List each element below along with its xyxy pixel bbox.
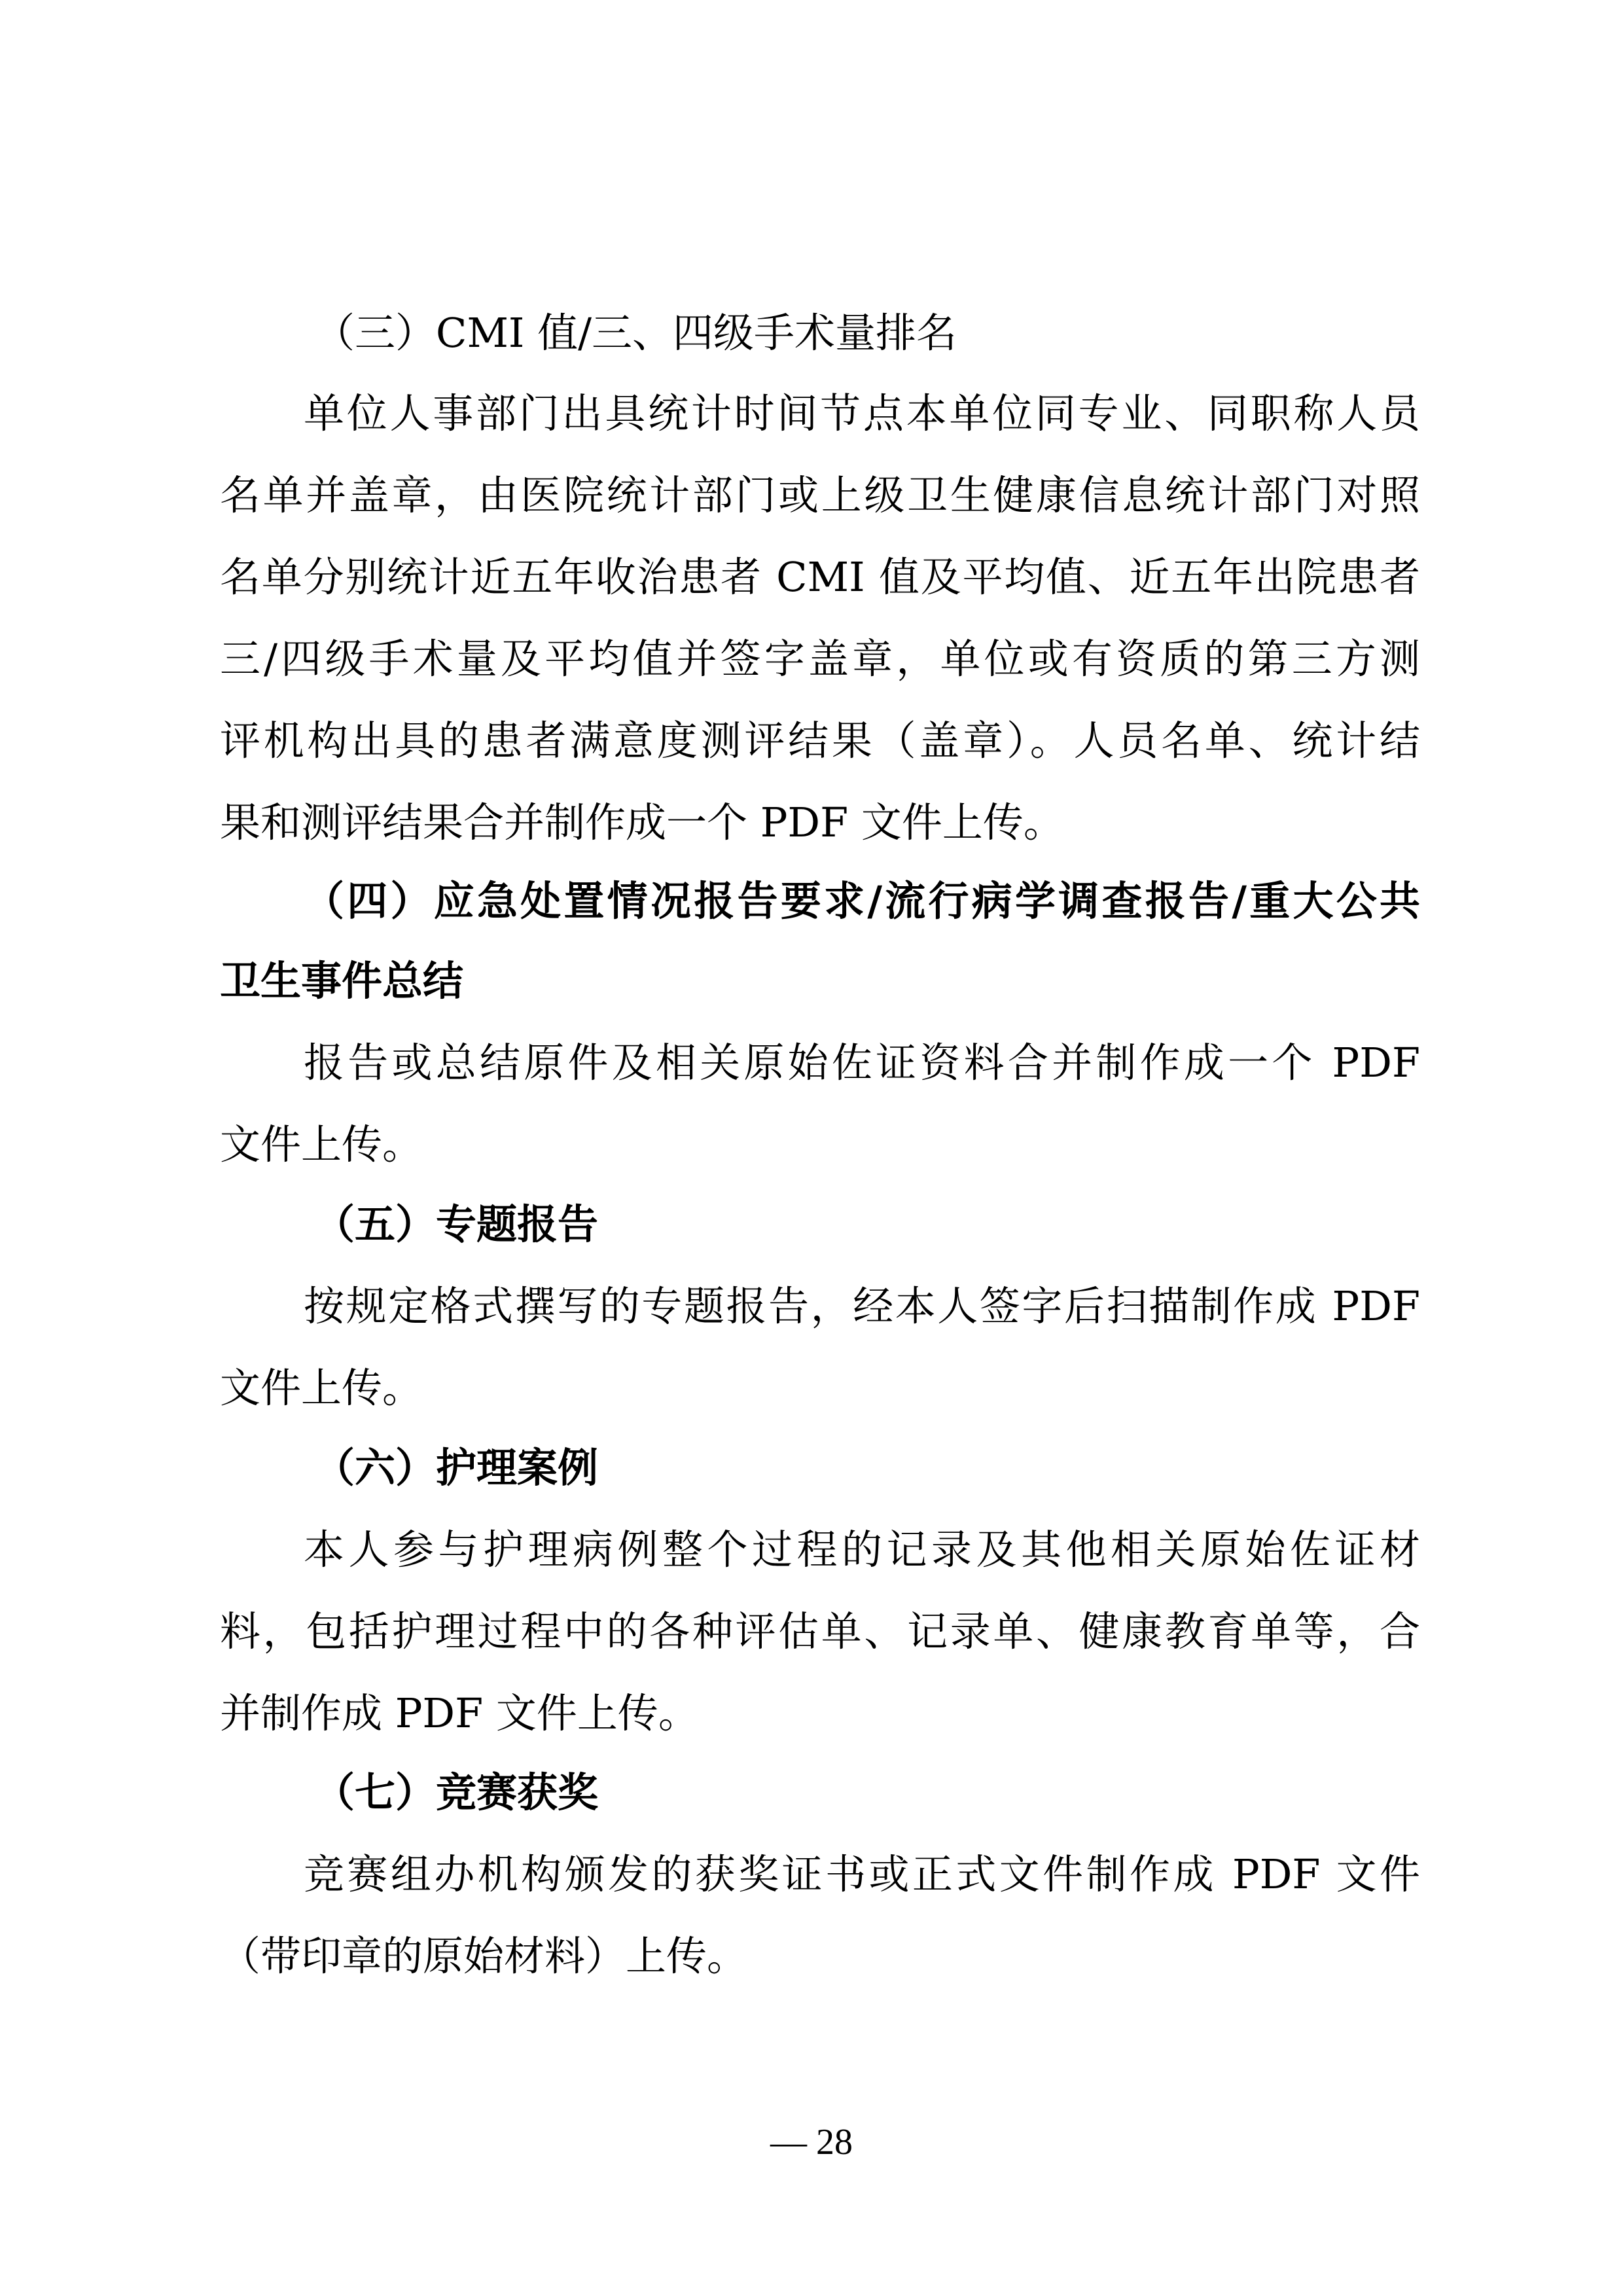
paragraph-line: 竞赛组办机构颁发的获奖证书或正式文件制作成 PDF 文件: [304, 1850, 1420, 1898]
paragraph-line: 报告或总结原件及相关原始佐证资料合并制作成一个 PDF: [304, 1039, 1420, 1086]
section-heading-6: （六）护理案例: [314, 1444, 599, 1492]
paragraph-line: （带印章的原始材料）上传。: [220, 1932, 748, 1980]
section-heading-3: （三）CMI 值/三、四级手术量排名: [314, 309, 957, 357]
paragraph-line: 文件上传。: [220, 1121, 423, 1168]
paragraph-line: 果和测评结果合并制作成一个 PDF 文件上传。: [220, 798, 1064, 846]
section-heading-5: （五）专题报告: [314, 1200, 599, 1248]
paragraph-line: 名单并盖章，由医院统计部门或上级卫生健康信息统计部门对照: [220, 471, 1420, 519]
paragraph-line: 三/四级手术量及平均值并签字盖章，单位或有资质的第三方测: [220, 635, 1420, 683]
paragraph-line: 并制作成 PDF 文件上传。: [220, 1689, 699, 1737]
paragraph-line: 单位人事部门出具统计时间节点本单位同专业、同职称人员: [304, 389, 1420, 437]
paragraph-line: 本人参与护理病例整个过程的记录及其他相关原始佐证材: [304, 1526, 1420, 1573]
paragraph-line: 按规定格式撰写的专题报告，经本人签字后扫描制作成 PDF: [304, 1282, 1420, 1330]
paragraph-line: 评机构出具的患者满意度测评结果（盖章）。人员名单、统计结: [220, 717, 1420, 764]
page-number: — 28: [770, 2122, 853, 2162]
paragraph-line: 料，包括护理过程中的各种评估单、记录单、健康教育单等，合: [220, 1607, 1420, 1655]
section-heading-4: （四）应急处置情况报告要求/流行病学调查报告/重大公共: [304, 877, 1420, 925]
section-heading-4-cont: 卫生事件总结: [220, 957, 464, 1005]
section-heading-7: （七）竞赛获奖: [314, 1768, 599, 1816]
paragraph-line: 名单分别统计近五年收治患者 CMI 值及平均值、近五年出院患者: [220, 553, 1420, 601]
paragraph-line: 文件上传。: [220, 1364, 423, 1412]
